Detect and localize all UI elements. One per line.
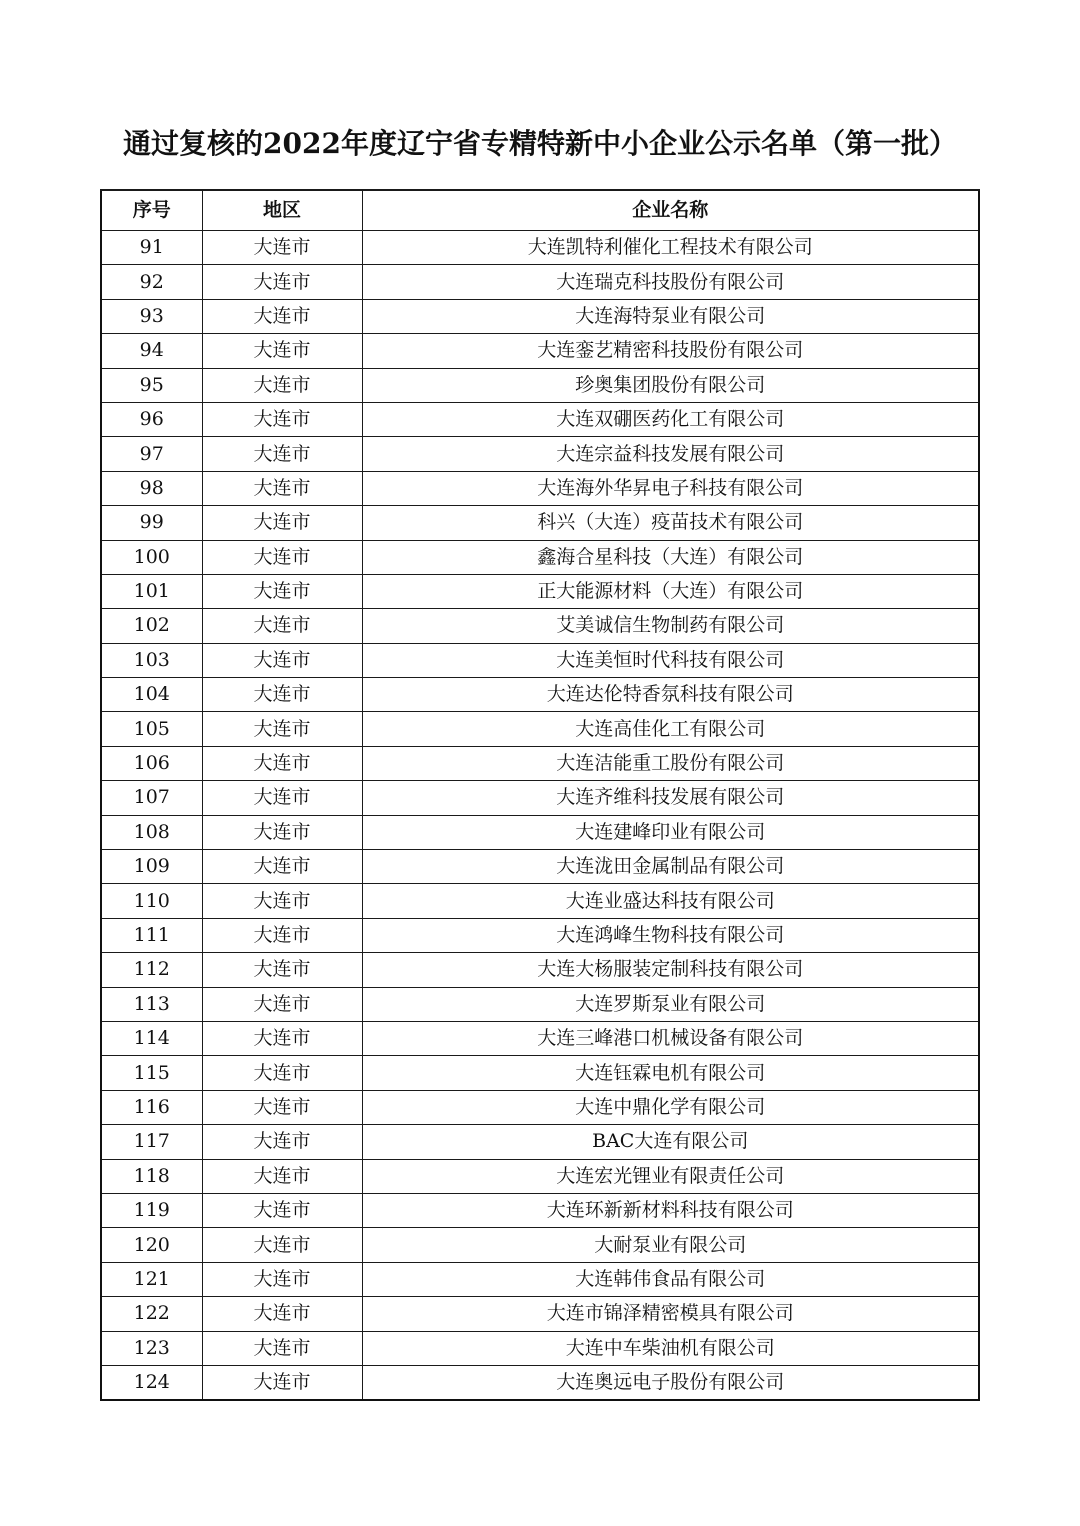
table-row xyxy=(101,884,979,918)
cell-region: 大连市 xyxy=(202,1331,362,1365)
table-row xyxy=(101,850,979,884)
cell-name: 大连大杨服装定制科技有限公司 xyxy=(362,953,979,987)
table-row xyxy=(101,1193,979,1227)
cell-name: 大耐泵业有限公司 xyxy=(362,1228,979,1262)
cell-region: 大连市 xyxy=(202,1297,362,1331)
cell-name: 鑫海合星科技（大连）有限公司 xyxy=(362,540,979,574)
cell-region: 大连市 xyxy=(202,884,362,918)
cell-region: 大连市 xyxy=(202,1021,362,1055)
cell-region: 大连市 xyxy=(202,781,362,815)
cell-no: 123 xyxy=(101,1331,202,1365)
cell-region: 大连市 xyxy=(202,987,362,1021)
cell-region: 大连市 xyxy=(202,506,362,540)
cell-no: 121 xyxy=(101,1262,202,1296)
cell-region: 大连市 xyxy=(202,746,362,780)
cell-no: 114 xyxy=(101,1021,202,1055)
table-row xyxy=(101,1090,979,1124)
cell-no: 108 xyxy=(101,815,202,849)
cell-name: 大连中鼎化学有限公司 xyxy=(362,1090,979,1124)
cell-no: 103 xyxy=(101,643,202,677)
table-row xyxy=(101,712,979,746)
cell-name: 大连凯特利催化工程技术有限公司 xyxy=(362,231,979,265)
cell-region: 大连市 xyxy=(202,334,362,368)
table-row xyxy=(101,1262,979,1296)
cell-no: 107 xyxy=(101,781,202,815)
cell-region: 大连市 xyxy=(202,918,362,952)
cell-no: 113 xyxy=(101,987,202,1021)
table-row xyxy=(101,953,979,987)
cell-name: 大连罗斯泵业有限公司 xyxy=(362,987,979,1021)
cell-no: 120 xyxy=(101,1228,202,1262)
table-row xyxy=(101,265,979,299)
cell-no: 101 xyxy=(101,574,202,608)
cell-name: 大连宏光锂业有限责任公司 xyxy=(362,1159,979,1193)
cell-no: 118 xyxy=(101,1159,202,1193)
cell-no: 91 xyxy=(101,231,202,265)
cell-region: 大连市 xyxy=(202,1090,362,1124)
header-region: 地区 xyxy=(202,190,362,231)
table-row xyxy=(101,781,979,815)
cell-name: 正大能源材料（大连）有限公司 xyxy=(362,574,979,608)
cell-name: 大连韩伟食品有限公司 xyxy=(362,1262,979,1296)
cell-region: 大连市 xyxy=(202,1262,362,1296)
table-row xyxy=(101,1159,979,1193)
table-row xyxy=(101,368,979,402)
cell-region: 大连市 xyxy=(202,1365,362,1400)
cell-no: 112 xyxy=(101,953,202,987)
cell-no: 117 xyxy=(101,1125,202,1159)
cell-name: BAC大连有限公司 xyxy=(362,1125,979,1159)
cell-no: 93 xyxy=(101,299,202,333)
cell-name: 大连洁能重工股份有限公司 xyxy=(362,746,979,780)
table-row xyxy=(101,678,979,712)
cell-name: 大连钰霖电机有限公司 xyxy=(362,1056,979,1090)
cell-name: 大连市锦泽精密模具有限公司 xyxy=(362,1297,979,1331)
cell-name: 大连海特泵业有限公司 xyxy=(362,299,979,333)
table-row xyxy=(101,1228,979,1262)
cell-name: 大连泷田金属制品有限公司 xyxy=(362,850,979,884)
cell-region: 大连市 xyxy=(202,231,362,265)
cell-no: 102 xyxy=(101,609,202,643)
table-row xyxy=(101,574,979,608)
cell-region: 大连市 xyxy=(202,1228,362,1262)
table-row xyxy=(101,643,979,677)
table-row xyxy=(101,231,979,265)
cell-no: 104 xyxy=(101,678,202,712)
table-row xyxy=(101,471,979,505)
cell-region: 大连市 xyxy=(202,402,362,436)
table-row xyxy=(101,334,979,368)
cell-name: 科兴（大连）疫苗技术有限公司 xyxy=(362,506,979,540)
cell-name: 大连中车柴油机有限公司 xyxy=(362,1331,979,1365)
table-row xyxy=(101,299,979,333)
cell-no: 99 xyxy=(101,506,202,540)
cell-region: 大连市 xyxy=(202,850,362,884)
cell-region: 大连市 xyxy=(202,609,362,643)
cell-region: 大连市 xyxy=(202,1159,362,1193)
cell-name: 大连三峰港口机械设备有限公司 xyxy=(362,1021,979,1055)
cell-no: 98 xyxy=(101,471,202,505)
enterprise-table xyxy=(100,189,980,1401)
table-row xyxy=(101,1125,979,1159)
cell-no: 100 xyxy=(101,540,202,574)
table-row xyxy=(101,540,979,574)
cell-name: 大连瑞克科技股份有限公司 xyxy=(362,265,979,299)
cell-no: 110 xyxy=(101,884,202,918)
cell-name: 大连鸿峰生物科技有限公司 xyxy=(362,918,979,952)
table-row xyxy=(101,746,979,780)
table-row xyxy=(101,1297,979,1331)
table-row xyxy=(101,815,979,849)
cell-no: 97 xyxy=(101,437,202,471)
table-row xyxy=(101,609,979,643)
table-row xyxy=(101,506,979,540)
cell-region: 大连市 xyxy=(202,368,362,402)
table-row xyxy=(101,437,979,471)
cell-region: 大连市 xyxy=(202,540,362,574)
cell-region: 大连市 xyxy=(202,712,362,746)
cell-name: 大连美恒时代科技有限公司 xyxy=(362,643,979,677)
cell-no: 92 xyxy=(101,265,202,299)
cell-name: 大连业盛达科技有限公司 xyxy=(362,884,979,918)
cell-region: 大连市 xyxy=(202,1056,362,1090)
page-title: 通过复核的2022年度辽宁省专精特新中小企业公示名单（第一批） xyxy=(123,127,957,160)
table-row xyxy=(101,1331,979,1365)
cell-region: 大连市 xyxy=(202,574,362,608)
cell-name: 大连达伦特香氛科技有限公司 xyxy=(362,678,979,712)
cell-no: 119 xyxy=(101,1193,202,1227)
cell-name: 大连齐维科技发展有限公司 xyxy=(362,781,979,815)
cell-name: 大连奥远电子股份有限公司 xyxy=(362,1365,979,1400)
cell-region: 大连市 xyxy=(202,437,362,471)
table-row xyxy=(101,402,979,436)
cell-name: 大连双硼医药化工有限公司 xyxy=(362,402,979,436)
cell-name: 大连海外华昇电子科技有限公司 xyxy=(362,471,979,505)
table-row xyxy=(101,1056,979,1090)
cell-name: 大连宗益科技发展有限公司 xyxy=(362,437,979,471)
cell-region: 大连市 xyxy=(202,953,362,987)
cell-name: 珍奥集团股份有限公司 xyxy=(362,368,979,402)
cell-region: 大连市 xyxy=(202,265,362,299)
cell-region: 大连市 xyxy=(202,678,362,712)
cell-no: 94 xyxy=(101,334,202,368)
header-no: 序号 xyxy=(101,190,202,231)
cell-region: 大连市 xyxy=(202,471,362,505)
cell-no: 116 xyxy=(101,1090,202,1124)
header-name: 企业名称 xyxy=(362,190,979,231)
cell-no: 96 xyxy=(101,402,202,436)
cell-no: 122 xyxy=(101,1297,202,1331)
table-body xyxy=(101,231,979,1401)
table-header-row xyxy=(101,190,979,231)
cell-region: 大连市 xyxy=(202,815,362,849)
cell-name: 大连环新新材料科技有限公司 xyxy=(362,1193,979,1227)
cell-region: 大连市 xyxy=(202,1125,362,1159)
cell-region: 大连市 xyxy=(202,1193,362,1227)
cell-no: 109 xyxy=(101,850,202,884)
cell-no: 115 xyxy=(101,1056,202,1090)
table-row xyxy=(101,1365,979,1400)
cell-region: 大连市 xyxy=(202,643,362,677)
cell-region: 大连市 xyxy=(202,299,362,333)
cell-name: 大连高佳化工有限公司 xyxy=(362,712,979,746)
table-row xyxy=(101,987,979,1021)
cell-name: 大连銮艺精密科技股份有限公司 xyxy=(362,334,979,368)
cell-no: 124 xyxy=(101,1365,202,1400)
table-row xyxy=(101,918,979,952)
cell-no: 105 xyxy=(101,712,202,746)
cell-no: 106 xyxy=(101,746,202,780)
cell-no: 111 xyxy=(101,918,202,952)
cell-no: 95 xyxy=(101,368,202,402)
cell-name: 艾美诚信生物制药有限公司 xyxy=(362,609,979,643)
cell-name: 大连建峰印业有限公司 xyxy=(362,815,979,849)
table-row xyxy=(101,1021,979,1055)
